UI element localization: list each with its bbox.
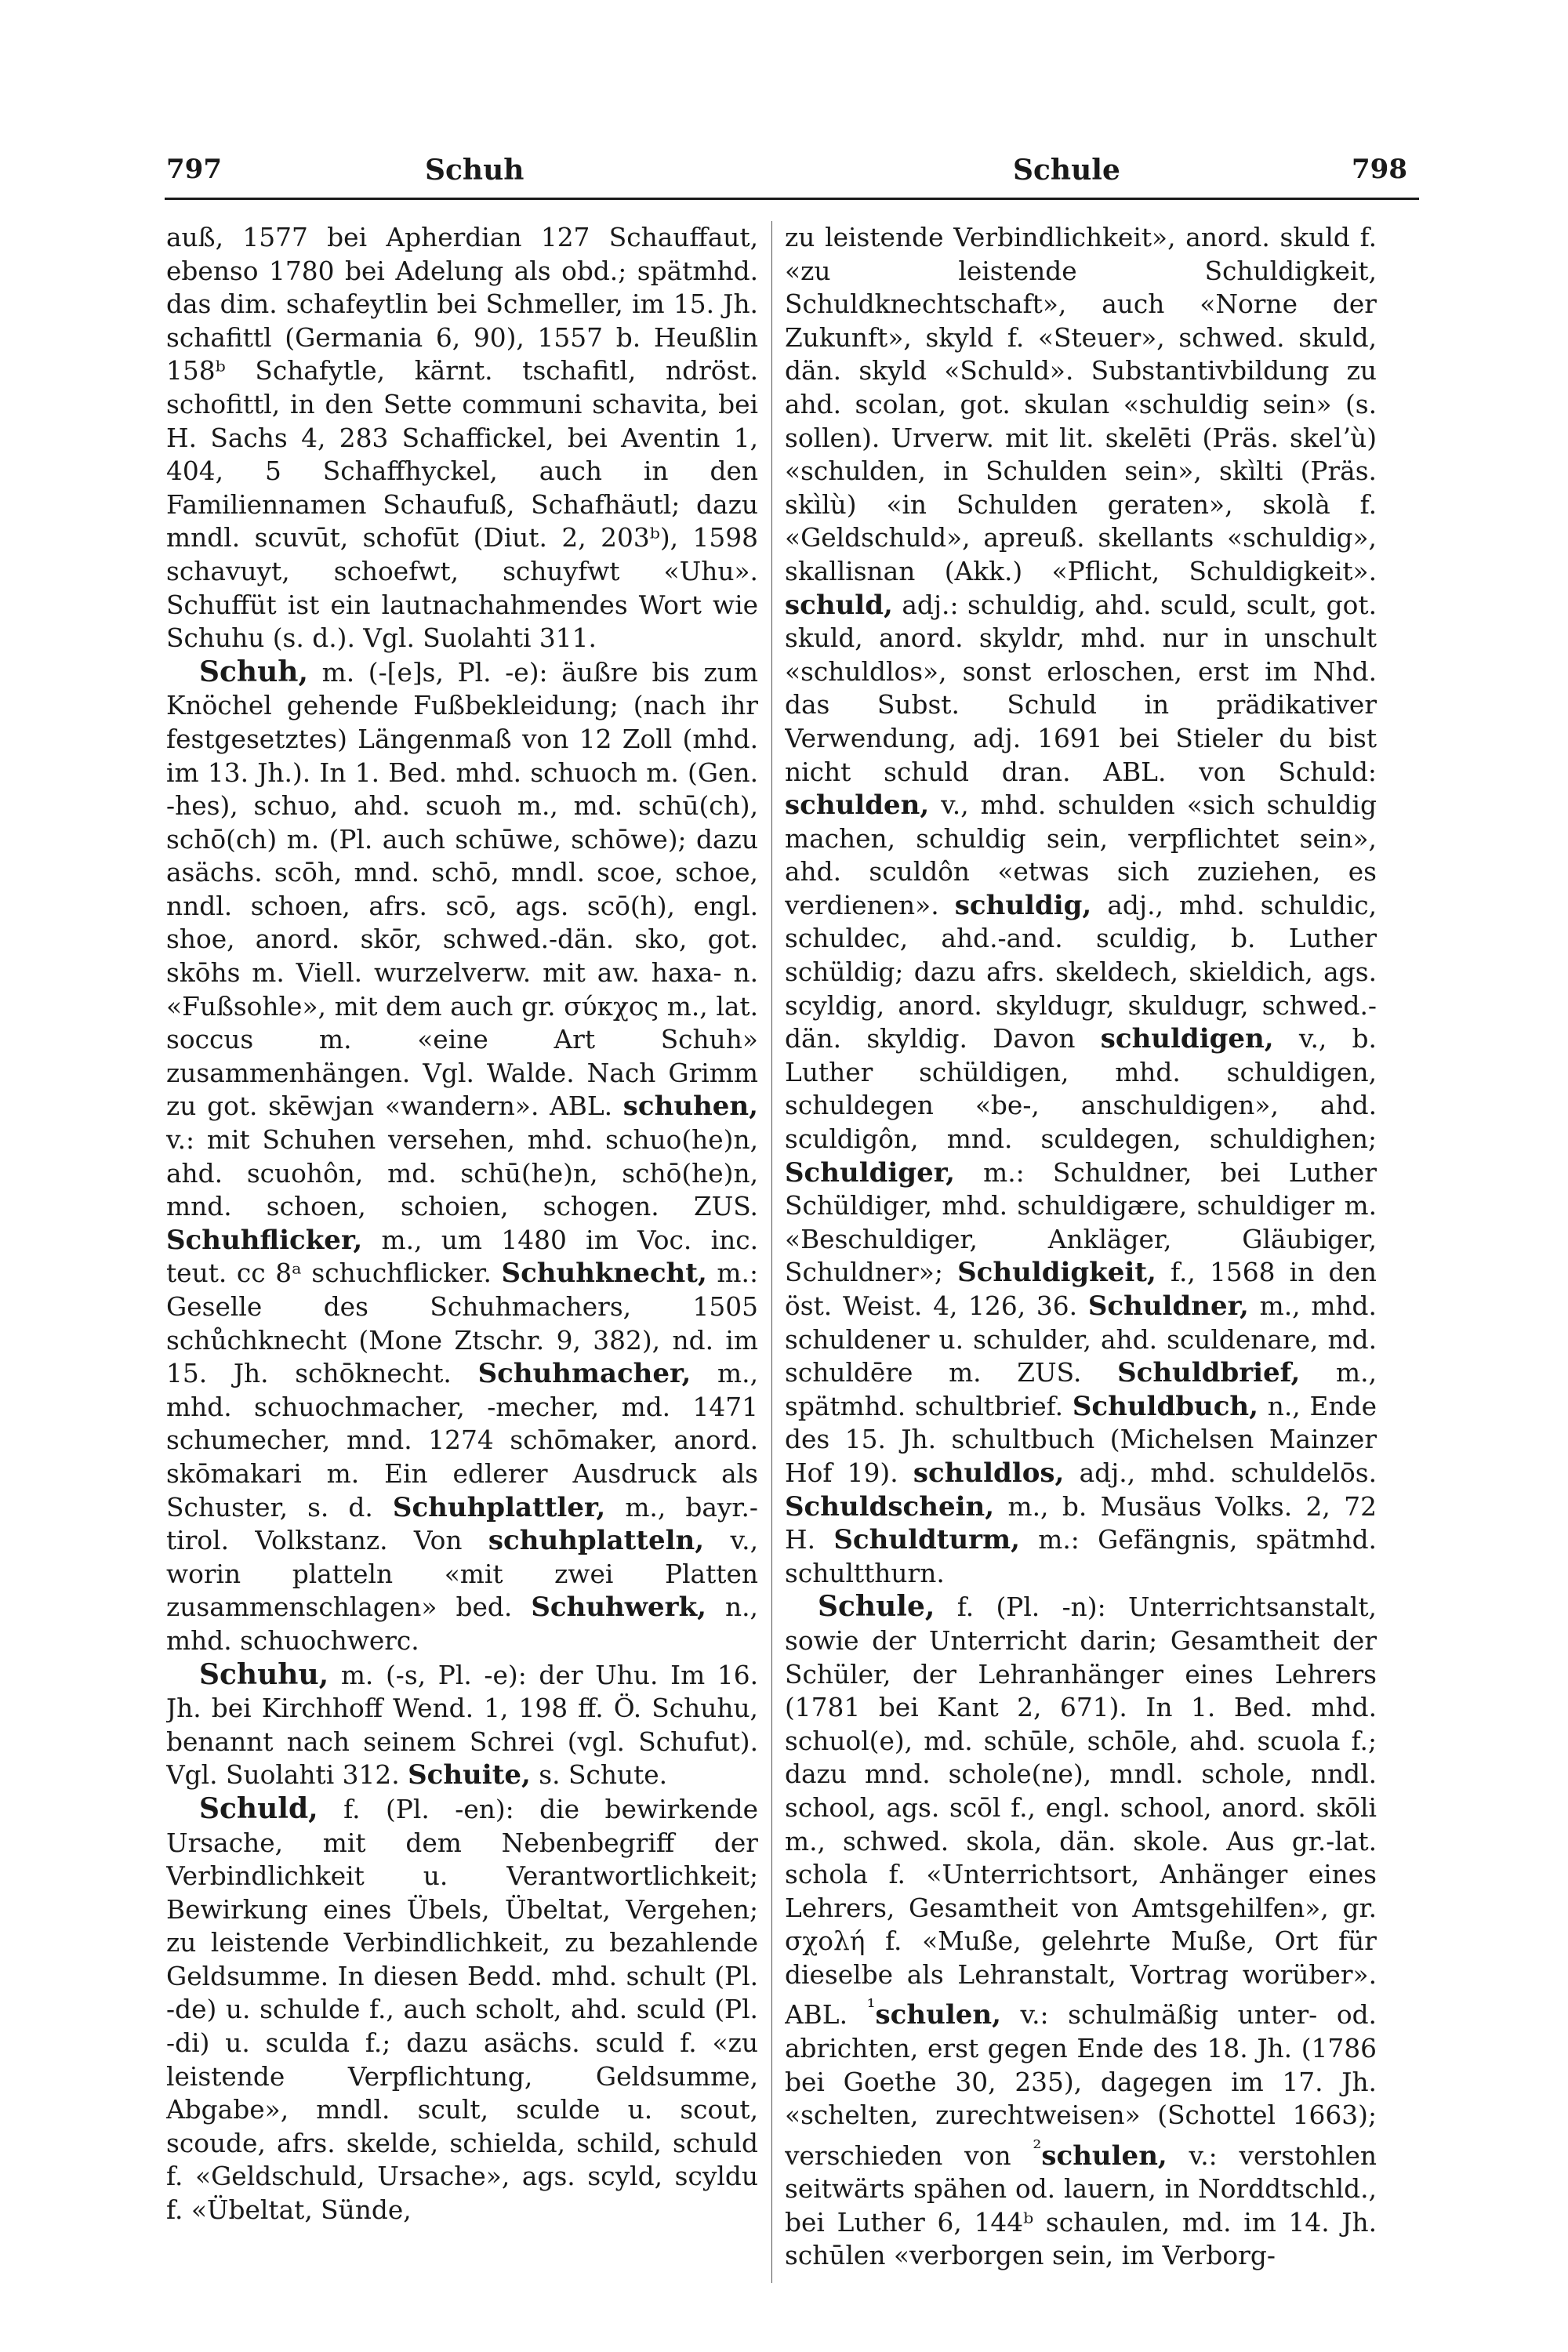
subentry-schuldigkeit: Schuldigkeit,: [957, 1257, 1156, 1289]
entry-schuh: [166, 655, 758, 1658]
carryover-paragraph: auß, 1577 bei Apherdian 127 Schauffaut, ebenso 1780 bei Adelung als obd.; spätmhd. das dim. schafeytlin bei Schmeller, im 15. Jh. schafittl (Germania 6, 90), 1557 b. Heußlin 158ᵇ Schafytle, kärnt. tschafitl, ndröst. schofittl, in den Sette communi schavita, bei H. Sachs 4, 283 Schaffickel, bei Aventin 1, 404, 5 Schaffhyckel, auch in den Familiennamen Schaufuß, Schafhäutl; dazu mndl. scuvūt, schofūt (Diut. 2, 203ᵇ), 1598 schavuyt, schoefwt, schuyfwt «Uhu». Schuffüt ist ein lautnachahmendes Wort wie Schuhu (s. d.). Vgl. Suolahti 311.: [166, 223, 758, 654]
entry-text: m., mhd. schuochmacher, -mecher, md. 1471 schumecher, mnd. 1274 schōmaker, anord. skōmakari m. Ein edlerer Ausdruck als Schuster, s. d.: [166, 1359, 758, 1523]
headword-schuld: Schuld,: [199, 1791, 318, 1825]
entry-text: m., um 1480 im Voc. inc. teut. cc 8ᵃ schuchflicker.: [166, 1225, 758, 1289]
subentry-schuldner: Schuldner,: [1087, 1290, 1249, 1322]
entry-schuhu: [166, 1658, 758, 1792]
headword-schule: Schule,: [818, 1590, 935, 1624]
entry-schule: [785, 1590, 1377, 2273]
entry-text: m., bayr.-tirol. Volkstanz. Von: [166, 1492, 758, 1556]
left-page-number: 797: [166, 154, 222, 185]
headword-schuhu: Schuhu,: [199, 1657, 329, 1691]
entry-text: v.: mit Schuhen versehen, mhd. schuo(he)n, ahd. scuohôn, md. schū(he)n, schō(he)n, mnd. schoen, schoien, schogen. ZUS.: [166, 1125, 758, 1222]
entry-text: m., mhd. schuldener u. schulder, ahd. sculdenare, md. schuldēre m. ZUS.: [785, 1291, 1377, 1388]
entry-text: m. (-[e]s, Pl. -e): äußre bis zum Knöchel gehende Fußbekleidung; (nach ihr festgesetztes) Längenmaß von 12 Zoll (mhd. im 13. Jh.). In 1. Bed. mhd. schuoch m. (Gen. -hes), schuo, ahd. scuoh m., md. schū(ch), schō(ch) m. (Pl. auch schūwe, schōwe); dazu asächs. scōh, mnd. schō, mndl. scoe, schoe, nndl. schoen, afrs. scō, ags. scō(h), engl. shoe, anord. skōr, schwed.-dän. sko, got. skōhs m. Viell. wurzelverw. mit aw. haxa- n. «Fußsohle», mit dem auch gr. σύκχος m., lat. soccus m. «eine Art Schuh» zusammenhängen. Vgl. Walde. Nach Grimm zu got. skēwjan «wandern». ABL.: [166, 657, 758, 1122]
entry-text: v.: schulmäßig unter- od. abrichten, erst gegen Ende des 18. Jh. (1786 bei Goethe 30, 235), dagegen im 17. Jh. «schelten, zurechtweisen» (Schottel 1663); verschieden von: [785, 2000, 1377, 2171]
subentry-schuldig: schuldig,: [954, 889, 1092, 921]
entry-text: adj., mhd. schuldic, schuldec, ahd.-and. sculdig, b. Luther schüldig; dazu afrs. skeldech, skieldich, ags. scyldig, anord. skyldugr, skuldugr, schwed.-dän. skyldig. Davon: [785, 890, 1377, 1054]
headword-schuh: Schuh,: [199, 655, 308, 688]
headword-schuite: Schuite,: [408, 1759, 531, 1791]
entry-text: m.: Schuldner, bei Luther Schüldiger, mhd. schuldigære, schuldiger m. «Beschuldiger, Ankläger, Gläubiger, Schuldner»;: [785, 1157, 1377, 1288]
entry-text: m., spätmhd. schultbrief.: [785, 1358, 1377, 1421]
header-rule: [165, 198, 1419, 200]
entry-text: m.: Gefängnis, spätmhd. schultthurn.: [785, 1525, 1377, 1588]
subentry-schulen-2: schulen,: [1041, 2140, 1167, 2172]
entry-text: m., b. Musäus Volks. 2, 72 H.: [785, 1491, 1377, 1555]
running-header: [166, 154, 1421, 193]
subentry-schuldiger: Schuldiger,: [785, 1156, 955, 1189]
subentry-schuhflicker: Schuhflicker,: [166, 1224, 363, 1256]
entry-text: adj.: schuldig, ahd. sculd, scult, got. skuld, anord. skyldr, mhd. nur in unschult «schuldlos», sonst erloschen, erst im Nhd. das Subst. Schuld in prädikativer Verwendung, adj. 1691 bei Stieler du bist nicht schuld dran. ABL. von Schuld:: [785, 590, 1377, 787]
entry-text: m.: Geselle des Schuhmachers, 1505 schůchknecht (Mone Ztschr. 9, 382), nd. im 15. Jh. schōknecht.: [166, 1258, 758, 1389]
subentry-schuhwerk: Schuhwerk,: [531, 1592, 706, 1624]
subentry-schulden: schulden,: [785, 789, 930, 822]
subentry-schuhplattler: Schuhplattler,: [392, 1491, 606, 1523]
entry-text: f., 1568 in den öst. Weist. 4, 126, 36.: [785, 1258, 1377, 1321]
subentry-schuldschein: Schuldschein,: [785, 1490, 995, 1523]
entry-text: n., mhd. schuochwerc.: [166, 1592, 758, 1656]
entry-text: f. (Pl. -n): Unterrichtsanstalt, sowie der Unterricht darin; Gesamtheit der Schüler, der Lehranhänger eines Lehrers (1781 bei Kant 2, 671). In 1. Bed. mhd. schuol(e), md. schūle, schōle, ahd. scuola f.; dazu mnd. schole(ne), mndl. schole, nndl. school, ags. scōl f., engl. school, anord. skōli m., schwed. skola, dän. skole. Aus gr.-lat. schola f. «Unterrichtsort, Anhänger eines Lehrers, Gesamtheit von Amtsgehilfen», gr. σχολή f. «Muße, gelehrte Muße, Ort für dieselbe als Lehranstalt, Vortrag worüber». ABL.: [785, 1592, 1377, 2031]
homonym-number-2: ²: [1033, 2136, 1042, 2161]
left-column: [166, 221, 758, 2322]
entry-text: zu leistende Verbindlichkeit», anord. skuld f. «zu leistende Schuldigkeit, Schuldknechtschaft», auch «Norne der Zukunft», skyld f. «Steuer», schwed. skuld, dän. skyld «Schuld». Substantivbildung zu ahd. scolan, got. skulan «schuldig sein» (s. sollen). Urverw. mit lit. skelēti (Präs. skelʼù) «schulden, in Schulden sein», skìlti (Präs. skìlù) «in Schulden geraten», skolà f. «Geldschuld», apreuß. skellants «schuldig», skallisnan (Akk.) «Pflicht, Schuldigkeit».: [785, 223, 1377, 586]
subentry-schuhmacher: Schuhmacher,: [477, 1358, 691, 1390]
entry-text: v., mhd. schulden «sich schuldig machen, schuldig sein, verpflichtet sein», ahd. sculdôn «etwas sich zuziehen, es verdienen».: [785, 790, 1377, 920]
entry-text: f. (Pl. -en): die bewirkende Ursache, mit dem Nebenbegriff der Verbindlichkeit u. Verantwortlichkeit; Bewirkung eines Übels, Übeltat, Vergehen; zu leistende Verbindlichkeit, zu bezahlende Geldsumme. In diesen Bedd. mhd. schult (Pl. -de) u. schulde f., auch scholt, ahd. sculd (Pl. -di) u. sculda f.; dazu asächs. sculd f. «zu leistende Verpflichtung, Geldsumme, Abgabe», mndl. scult, sculde u. scout, scoude, afrs. skelde, schielda, schild, schuld f. «Geldschuld, Ursache», ags. scyld, scyldu f. «Übeltat, Sünde,: [166, 1794, 758, 2226]
entry-text: v.: verstohlen seitwärts spähen od. lauern, in Norddtschld., bei Luther 6, 144ᵇ schaulen, md. im 14. Jh. schūlen «verborgen sein, im Verborg-: [785, 2140, 1377, 2271]
subentry-schuldlos: schuldlos,: [913, 1457, 1065, 1489]
entry-schuld: [166, 1792, 758, 2227]
subentry-schuldturm: Schuldturm,: [833, 1524, 1020, 1556]
subentry-schuldbrief: Schuldbrief,: [1117, 1357, 1301, 1389]
subentry-schuhen: schuhen,: [622, 1091, 758, 1123]
right-running-headword: Schule: [1013, 154, 1120, 187]
entry-text: m. (-s, Pl. -e): der Uhu. Im 16. Jh. bei Kirchhoff Wend. 1, 198 ff. Ö. Schuhu, benannt nach seinem Schrei (vgl. Schufut). Vgl. Suolahti 312.: [166, 1660, 758, 1791]
left-running-headword: Schuh: [425, 154, 524, 187]
subentry-schulen-1: schulen,: [875, 1999, 1001, 2031]
subentry-schuldbuch: Schuldbuch,: [1072, 1390, 1258, 1422]
subentry-schuhplatteln: schuhplatteln,: [488, 1525, 705, 1557]
right-column: [785, 221, 1377, 2322]
homonym-number-1: ¹: [866, 1995, 876, 2020]
entry-text: v., worin platteln «mit zwei Platten zusammenschlagen» bed.: [166, 1526, 758, 1623]
entry-text: adj., mhd. schuldelōs.: [1064, 1457, 1377, 1488]
entry-text: n., Ende des 15. Jh. schultbuch (Michelsen Mainzer Hof 19).: [785, 1391, 1377, 1488]
subentry-schuldigen: schuldigen,: [1100, 1023, 1274, 1055]
subentry-schuhknecht: Schuhknecht,: [501, 1258, 707, 1290]
column-divider: [771, 221, 772, 2283]
entry-text: v., b. Luther schüldigen, mhd. schuldigen, schuldegen «be-, anschuldigen», ahd. sculdigôn, mnd. sculdegen, schuldighen;: [785, 1024, 1377, 1155]
subentry-schuld-adj: schuld,: [785, 589, 893, 621]
entry-text: s. Schute.: [530, 1760, 668, 1791]
entry-schuld-continued: [785, 221, 1377, 1590]
right-page-number: 798: [1352, 154, 1407, 185]
